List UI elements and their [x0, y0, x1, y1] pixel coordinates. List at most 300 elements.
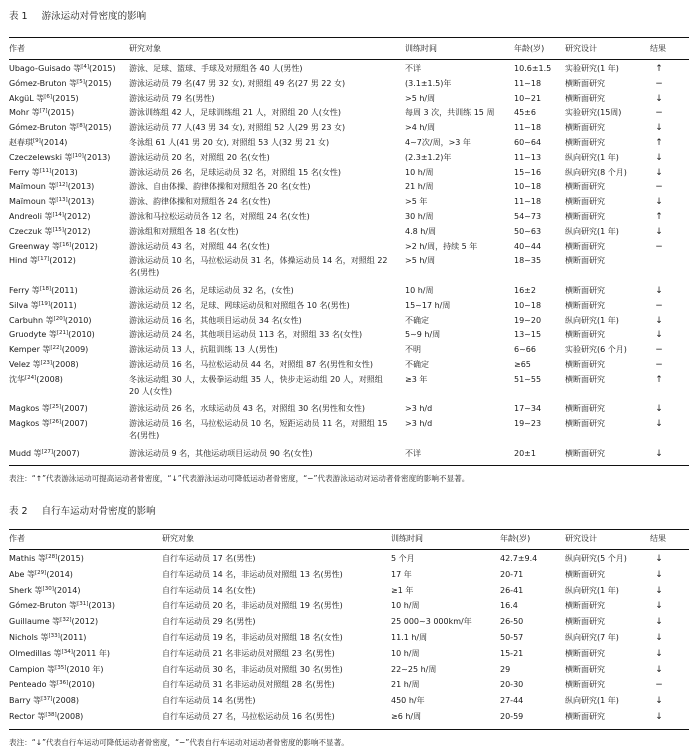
- table1-design-cell: 纵向研究(8 个月): [565, 167, 627, 177]
- table1-header-author: 作者: [9, 44, 25, 53]
- author-name: 沈华: [9, 374, 25, 384]
- table1-time-cell: 每周 3 次，共训练 15 周: [405, 108, 495, 118]
- table2-design-cell: 纵向研究(5 个月): [565, 554, 627, 563]
- reference-number: [5]: [77, 78, 85, 85]
- reference-number: [4]: [81, 64, 90, 70]
- table2-age-cell: 20-71: [500, 569, 524, 579]
- table1-time-cell: >5 h/周: [405, 93, 436, 103]
- table2-header-design: 研究设计: [565, 534, 597, 543]
- table1-bottom-rule: [9, 465, 689, 466]
- table1-time-cell: ≥3 年: [405, 374, 428, 384]
- table1-age-cell: 19~23: [514, 419, 542, 429]
- table2-design-cell: 横断面研究: [565, 601, 605, 611]
- table1-subject-cell: 游泳运动员 79 名(男性): [129, 93, 215, 103]
- table2-time-cell: 10 h/周: [391, 648, 420, 658]
- table1-header-design: 研究设计: [565, 44, 597, 53]
- table1-author-cell: [9, 255, 76, 267]
- table2-time-cell: 17 年: [391, 569, 412, 579]
- table2-top-rule: [9, 529, 689, 530]
- reference-number: [36]: [57, 680, 69, 687]
- author-name: Mudd 等: [9, 448, 42, 458]
- table1-age-cell: 50~63: [514, 226, 542, 236]
- author-name: AkgüL 等: [9, 93, 45, 103]
- table1-design-cell: 横断面研究: [565, 286, 605, 295]
- table2-design-cell: 横断面研究: [565, 569, 605, 579]
- author-name: Guillaume 等: [9, 617, 61, 627]
- table2-design-cell: 横断面研究: [565, 712, 605, 721]
- table2-design-cell: 纵向研究(1 年): [565, 585, 619, 595]
- table1-note: 表注：“↑”代表游泳运动可提高运动者骨密度，“↓”代表游泳运动可降低运动者骨密度，“−”代表游泳运动对运动者骨密度的影响不显著。: [9, 473, 470, 483]
- table1-subject-cell: 游泳、韵律体操和对照组各 24 名(女性): [129, 197, 271, 207]
- table1-result-cell: −: [655, 345, 663, 356]
- publication-year: (2011): [51, 286, 78, 295]
- table2-time-cell: 25 000~3 000km/年: [391, 617, 472, 627]
- table1-result-cell: ↑: [655, 212, 663, 222]
- table1-time-cell: >4 h/周: [405, 123, 436, 133]
- table1-subject-cell: 冬泳运动组 30 人，太极拳运动组 35 人，快步走运动组 20 人，对照组 20 人(女性): [129, 374, 383, 396]
- table1-design-cell: 横断面研究: [565, 241, 605, 251]
- table1-subject-cell: 游泳运动员 16 名，其他项目运动员 34 名(女性): [129, 315, 302, 325]
- table1-result-cell: ↓: [655, 167, 663, 178]
- table1-time-cell: >3 h/d: [405, 404, 433, 414]
- table2-result-cell: ↓: [655, 712, 663, 722]
- table1-time-cell: >3 h/d: [405, 419, 433, 429]
- table1-subject-cell: 游泳运动员 10 名，马拉松运动员 31 名，体操运动员 14 名，对照组 22 名(男性): [129, 256, 388, 278]
- table2-subject-cell: 自行车运动员 27 名，马拉松运动员 16 名(男性): [162, 712, 335, 721]
- reference-number: [37]: [41, 696, 53, 703]
- table2-bottom-rule: [9, 729, 689, 730]
- table1-design-cell: 横断面研究: [565, 256, 605, 266]
- table2-design-cell: 纵向研究(7 年): [565, 633, 619, 642]
- table1-header-age: 年龄(岁): [514, 44, 545, 53]
- table1-result-cell: ↓: [655, 226, 663, 237]
- reference-number: [21]: [56, 330, 69, 337]
- table1-design-cell: 横断面研究: [565, 404, 605, 414]
- table2-age-cell: 26-50: [500, 617, 524, 627]
- table1-row: [9, 211, 689, 226]
- table2-caption: [9, 503, 156, 517]
- author-name: Mohr 等: [9, 108, 40, 118]
- publication-year: (2010 年): [66, 664, 104, 674]
- reference-number: [15]: [52, 226, 64, 233]
- table2-author-cell: [9, 648, 110, 660]
- table2-time-cell: ≥6 h/周: [391, 712, 422, 721]
- publication-year: (2012): [71, 241, 98, 251]
- table1-result-cell: ↑: [655, 374, 663, 385]
- table1-subject-cell: 游泳运动员 24 名，其他项目运动员 113 名，对照组 33 名(女性): [129, 330, 363, 340]
- author-name: 赵春琪: [9, 138, 33, 147]
- table1-time-cell: >5 h/周: [405, 256, 436, 266]
- table2-row: [9, 679, 689, 695]
- table1-header-time: 训练时间: [405, 44, 437, 53]
- table1-design-cell: 横断面研究: [565, 123, 605, 133]
- table1-age-cell: 11~18: [514, 78, 542, 88]
- table2-row: [9, 600, 689, 616]
- table1-result-cell: −: [655, 182, 663, 193]
- author-name: Hind 等: [9, 256, 38, 266]
- table1-age-cell: 10~18: [514, 300, 542, 310]
- reference-number: [33]: [48, 633, 60, 639]
- table1-title: 游泳运动对骨密度的影响: [41, 11, 147, 22]
- table1-age-cell: 19~20: [514, 315, 542, 325]
- author-name: Campion 等: [9, 664, 56, 674]
- table1-age-cell: 17~34: [514, 404, 542, 414]
- table1-row: [9, 152, 689, 167]
- table1-author-cell: [9, 403, 88, 415]
- table1-author-cell: [9, 315, 92, 327]
- table1-subject-cell: 游泳运动员 79 名(47 男 32 女), 对照组 49 名(27 男 22 女): [129, 78, 346, 88]
- reference-number: [17]: [37, 256, 50, 263]
- table1-author-cell: [9, 448, 80, 460]
- table1-author-cell: [9, 226, 90, 238]
- author-name: Abe 等: [9, 569, 36, 579]
- reference-number: [30]: [42, 585, 54, 592]
- publication-year: (2012): [63, 212, 91, 221]
- table2-design-cell: 横断面研究: [565, 617, 605, 627]
- table2-result-cell: ↓: [655, 569, 663, 580]
- table1-row: [9, 403, 689, 418]
- table1-subject-cell: 游泳运动员 12 名，足球、网球运动员和对照组各 10 名(男性): [129, 300, 350, 310]
- publication-year: (2015): [57, 554, 84, 563]
- reference-number: [9]: [33, 138, 41, 144]
- publication-year: (2012): [71, 617, 99, 627]
- table1-author-cell: [9, 167, 78, 179]
- reference-number: [11]: [39, 167, 52, 174]
- table1-design-cell: 横断面研究: [565, 138, 605, 147]
- reference-number: [31]: [77, 601, 89, 608]
- publication-year: (2011 年): [72, 648, 111, 658]
- publication-year: (2010): [64, 315, 92, 325]
- reference-number: [23]: [40, 360, 52, 366]
- table1-time-cell: 15~17 h/周: [405, 300, 451, 310]
- reference-number: [8]: [77, 123, 85, 130]
- table1-result-cell: −: [655, 108, 663, 119]
- table2-age-cell: 15-21: [500, 648, 524, 658]
- table1-result-cell: ↓: [655, 152, 663, 163]
- table1-author-cell: [9, 285, 78, 297]
- table2-row: [9, 695, 689, 711]
- table1-author-cell: [9, 329, 95, 341]
- table1-subject-cell: 游泳运动员 20 名，对照组 20 名(女性): [129, 152, 270, 162]
- table1-row: [9, 78, 689, 93]
- table2-row: [9, 616, 689, 632]
- publication-year: (2010): [68, 680, 95, 690]
- table1-author-cell: [9, 196, 94, 208]
- author-name: Olmedillas 等: [9, 648, 62, 658]
- author-name: Mathis 等: [9, 554, 46, 563]
- table1-design-cell: 横断面研究: [565, 419, 605, 429]
- table2-header-rule: [9, 549, 689, 550]
- table1-top-rule: [9, 37, 689, 38]
- table1-subject-cell: 游泳运动员 26 名，足球运动员 32 名，对照组 15 名(女性): [129, 167, 342, 177]
- table1-row: [9, 329, 689, 344]
- table1-design-cell: 实验研究(15周): [565, 108, 622, 118]
- publication-year: (2014): [53, 585, 81, 595]
- table1-subject-cell: 游泳运动员 43 名，对照组 44 名(女性): [129, 241, 270, 251]
- author-name: Andreoli 等: [9, 212, 53, 221]
- table2-note: 表注：“↓”代表自行车运动可降低运动者骨密度，“−”代表自行车运动对运动者骨密度的影响不显著。: [9, 737, 349, 747]
- table1-subject-cell: 游泳运动员 9 名，其他运动项目运动员 90 名(女性): [129, 448, 313, 458]
- reference-number: [38]: [45, 712, 57, 718]
- table1-time-cell: >5 年: [405, 197, 428, 207]
- table2-subject-cell: 自行车运动员 19 名，非运动员对照组 18 名(女性): [162, 633, 343, 642]
- author-name: Penteado 等: [9, 680, 58, 690]
- table1-row: [9, 93, 689, 108]
- author-name: Kemper 等: [9, 345, 51, 355]
- publication-year: (2015): [89, 64, 116, 73]
- table1-result-cell: ↓: [655, 404, 663, 415]
- reference-number: [22]: [50, 345, 62, 352]
- publication-year: (2012): [63, 226, 91, 236]
- table1-age-cell: 18~35: [514, 256, 542, 266]
- table1-result-cell: ↑: [655, 64, 663, 74]
- table1-row: [9, 196, 689, 211]
- table2-author-cell: [9, 553, 84, 565]
- table1-time-cell: 10 h/周: [405, 167, 434, 177]
- author-name: Carbuhn 等: [9, 315, 54, 325]
- table1-subject-cell: 游泳训练组 42 人，足球训练组 21 人，对照组 20 人(女性): [129, 108, 342, 118]
- table2-subject-cell: 自行车运动员 29 名(男性): [162, 617, 256, 627]
- table2-row: [9, 585, 689, 601]
- table1-time-cell: 不详: [405, 448, 421, 458]
- table1-author-cell: [9, 359, 79, 371]
- table1-result-cell: ↓: [655, 123, 663, 134]
- publication-year: (2011): [50, 300, 77, 310]
- table1-age-cell: 20±1: [514, 448, 536, 458]
- table1-design-cell: 横断面研究: [565, 330, 605, 340]
- table1-design-cell: 横断面研究: [565, 78, 605, 88]
- table1-subject-cell: 游泳运动员 16 名，马拉松运动员 44 名，对照组 87 名(男性和女性): [129, 360, 374, 369]
- table1-author-cell: [9, 211, 90, 223]
- table1-subject-cell: 冬泳组 61 人(41 男 20 女), 对照组 53 人(32 男 21 女): [129, 138, 330, 147]
- table1-time-cell: 不详: [405, 64, 421, 73]
- publication-year: (2008): [52, 696, 80, 706]
- table2-row: [9, 632, 689, 648]
- table2-subject-cell: 自行车运动员 21 名非运动员对照组 23 名(男性): [162, 648, 335, 658]
- publication-year: (2013): [83, 152, 111, 162]
- table1-row: [9, 315, 689, 330]
- table2-header-author: 作者: [9, 534, 25, 543]
- author-name: Ferry 等: [9, 286, 40, 295]
- table2-result-cell: ↓: [655, 664, 663, 675]
- table1-row: [9, 300, 689, 315]
- reference-number: [7]: [39, 108, 48, 115]
- publication-year: (2007): [52, 448, 80, 458]
- table1-age-cell: 15~16: [514, 167, 542, 177]
- table1-row: [9, 167, 689, 182]
- table1-age-cell: 60~64: [514, 138, 542, 147]
- author-name: Barry 等: [9, 696, 42, 706]
- author-name: Gómez-Bruton 等: [9, 123, 78, 133]
- reference-number: [24]: [25, 374, 37, 381]
- publication-year: (2007): [61, 404, 88, 414]
- table1-time-cell: 不确定: [405, 360, 429, 369]
- table2-result-cell: ↓: [655, 648, 663, 659]
- table2-time-cell: 22~25 h/周: [391, 664, 437, 674]
- table1-age-cell: 6~66: [514, 345, 536, 355]
- table1-header-row: [9, 43, 689, 55]
- table2-design-cell: 横断面研究: [565, 664, 605, 674]
- author-name: Maïmoun 等: [9, 182, 57, 192]
- table1-time-cell: 30 h/周: [405, 212, 434, 221]
- table1-row: [9, 448, 689, 463]
- table2-result-cell: ↓: [655, 585, 663, 596]
- table1-row: [9, 63, 689, 78]
- table1-author-cell: [9, 78, 112, 90]
- table1-age-cell: 54~73: [514, 212, 542, 221]
- table2-author-cell: [9, 585, 80, 597]
- table2-subject-cell: 自行车运动员 17 名(男性): [162, 554, 256, 563]
- table1-design-cell: 横断面研究: [565, 197, 605, 207]
- table2-time-cell: 21 h/周: [391, 680, 420, 690]
- table1-design-cell: 纵向研究(1 年): [565, 315, 619, 325]
- publication-year: (2008): [36, 374, 63, 384]
- table2-author-cell: [9, 600, 115, 612]
- table2-author-cell: [9, 711, 83, 723]
- table1-row: [9, 255, 689, 285]
- table2-subject-cell: 自行车运动员 20 名，非运动员对照组 19 名(男性): [162, 601, 343, 611]
- table1-result-cell: ↓: [655, 448, 663, 459]
- table2-age-cell: 16.4: [500, 601, 518, 611]
- table2-age-cell: 26-41: [500, 585, 524, 595]
- table1-design-cell: 横断面研究: [565, 93, 605, 103]
- table1-time-cell: >2 h/周，持续 5 年: [405, 241, 478, 251]
- table1-author-cell: [9, 152, 110, 164]
- table2-header-time: 训练时间: [391, 534, 423, 543]
- table1-row: [9, 122, 689, 137]
- table1-author-cell: [9, 93, 79, 105]
- table1-author-cell: [9, 300, 77, 312]
- table1-subject-cell: 游泳、自由体操、韵律体操和对照组各 20 名(女性): [129, 182, 311, 192]
- reference-number: [12]: [56, 182, 68, 189]
- table1-author-cell: [9, 344, 88, 356]
- table1-subject-cell: 游泳组和对照组各 18 名(女性): [129, 226, 239, 236]
- table1-row: [9, 344, 689, 359]
- table1-row: [9, 226, 689, 241]
- publication-year: (2013): [67, 182, 95, 192]
- table2-time-cell: 450 h/年: [391, 696, 425, 706]
- table1-age-cell: 16±2: [514, 286, 536, 295]
- table1-author-cell: [9, 181, 94, 193]
- table1-design-cell: 横断面研究: [565, 212, 605, 221]
- table2-time-cell: ≥1 年: [391, 585, 414, 595]
- table1-design-cell: 纵向研究(1 年): [565, 226, 619, 236]
- table1-age-cell: 11~18: [514, 123, 542, 133]
- table2-design-cell: 横断面研究: [565, 648, 605, 658]
- table2-author-cell: [9, 664, 104, 676]
- table2-author-cell: [9, 616, 98, 628]
- publication-year: (2015): [84, 78, 112, 88]
- publication-year: (2013): [67, 197, 95, 207]
- author-name: Gruodyte 等: [9, 330, 57, 340]
- publication-year: (2007): [61, 419, 88, 429]
- table2-subject-cell: 自行车运动员 14 名(男性): [162, 696, 256, 706]
- publication-year: (2013): [51, 167, 78, 177]
- table2-age-cell: 27-44: [500, 696, 524, 706]
- reference-number: [29]: [35, 569, 47, 576]
- author-name: Ubago-Guisado 等: [9, 64, 82, 73]
- table1-author-cell: [9, 241, 98, 253]
- publication-year: (2014): [40, 138, 68, 147]
- table1-time-cell: 不明: [405, 345, 421, 355]
- table2-age-cell: 20-59: [500, 712, 524, 721]
- table1-time-cell: 4.8 h/周: [405, 226, 437, 236]
- table1-design-cell: 横断面研究: [565, 374, 605, 384]
- table1-design-cell: 纵向研究(1 年): [565, 152, 619, 162]
- table1-design-cell: 实验研究(1 年): [565, 64, 619, 73]
- table2-design-cell: 纵向研究(1 年): [565, 696, 619, 706]
- table1-result-cell: ↑: [655, 138, 663, 148]
- table1-design-cell: 横断面研究: [565, 182, 605, 192]
- author-name: Rector 等: [9, 712, 46, 721]
- table1-result-cell: ↓: [655, 315, 663, 326]
- table2-result-cell: ↓: [655, 554, 663, 564]
- table2-number: 表 2: [9, 506, 28, 517]
- table2-row: [9, 664, 689, 680]
- table2-header-row: [9, 533, 689, 545]
- table2-result-cell: ↓: [655, 617, 663, 628]
- table1-time-cell: (3.1±1.5)年: [405, 78, 452, 88]
- table2-subject-cell: 自行车运动员 14 名(女性): [162, 585, 256, 595]
- author-name: Gómez-Bruton 等: [9, 601, 78, 611]
- reference-number: [19]: [38, 300, 50, 307]
- table2-age-cell: 20-30: [500, 680, 524, 690]
- table1-subject-cell: 游泳运动员 77 人(43 男 34 女), 对照组 52 人(29 男 23 女): [129, 123, 346, 133]
- table1-author-cell: [9, 122, 112, 134]
- table1-number: 表 1: [9, 11, 28, 22]
- table1-result-cell: −: [655, 300, 663, 311]
- table2-header-subject: 研究对象: [162, 534, 194, 543]
- table1-age-cell: 10~21: [514, 93, 542, 103]
- table1-time-cell: 5~9 h/周: [405, 330, 441, 340]
- publication-year: (2011): [59, 633, 87, 642]
- publication-year: (2015): [47, 108, 75, 118]
- author-name: Czeczuk 等: [9, 226, 53, 236]
- table2-author-cell: [9, 569, 73, 581]
- table1-time-cell: 10 h/周: [405, 286, 434, 295]
- author-name: Sherk 等: [9, 585, 43, 595]
- reference-number: [27]: [41, 448, 53, 455]
- publication-year: (2008): [56, 712, 84, 721]
- table1-subject-cell: 游泳、足球、篮球、手球及对照组各 40 人(男性): [129, 64, 303, 73]
- table1-author-cell: [9, 137, 67, 149]
- author-name: Greenway 等: [9, 241, 60, 251]
- author-name: Czeczelewski 等: [9, 152, 73, 162]
- table1-design-cell: 横断面研究: [565, 300, 605, 310]
- table2-result-cell: ↓: [655, 633, 663, 643]
- table1-author-cell: [9, 107, 74, 119]
- author-name: Magkos 等: [9, 404, 50, 414]
- reference-number: [10]: [72, 152, 84, 159]
- table2-result-cell: ↓: [655, 601, 663, 612]
- reference-number: [34]: [61, 648, 73, 655]
- author-name: Magkos 等: [9, 419, 50, 429]
- author-name: Nichols 等: [9, 633, 49, 642]
- table1-row: [9, 181, 689, 196]
- table1-subject-cell: 游泳运动员 16 名，马拉松运动员 10 名，短距运动员 11 名，对照组 15 名(男性): [129, 419, 388, 441]
- table1-age-cell: 10~18: [514, 182, 542, 192]
- table2-header-age: 年龄(岁): [500, 534, 531, 543]
- table2-time-cell: 10 h/周: [391, 601, 420, 611]
- table1-header-result: 结果: [650, 44, 666, 53]
- publication-year: (2010): [68, 330, 95, 340]
- table1-subject-cell: 游泳和马拉松运动员各 12 名，对照组 24 名(女性): [129, 212, 310, 221]
- author-name: Velez 等: [9, 360, 41, 369]
- table2-row: [9, 553, 689, 569]
- table1-age-cell: 11~18: [514, 197, 542, 207]
- table1-row: [9, 418, 689, 448]
- table1-age-cell: 45±6: [514, 108, 536, 118]
